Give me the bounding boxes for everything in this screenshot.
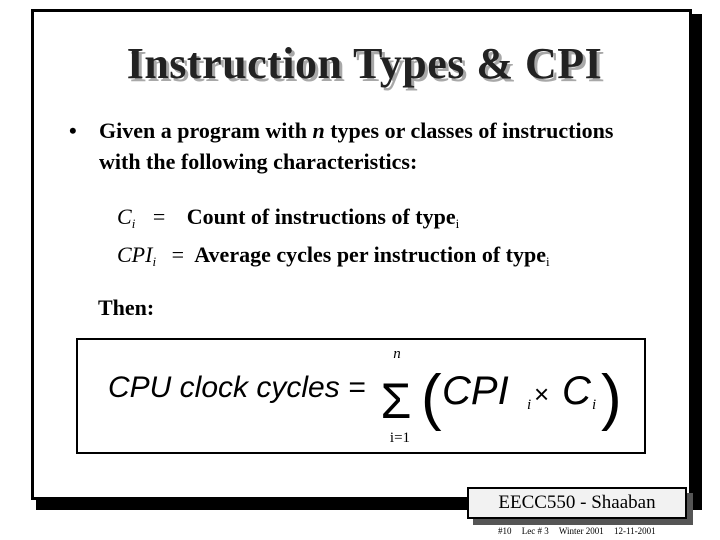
slide-title: Instruction Types & CPI <box>126 39 603 88</box>
formula-svg <box>78 340 648 456</box>
title-wrap <box>34 39 695 88</box>
definition-ci <box>117 204 459 232</box>
footnote-date: 12-11-2001 <box>613 526 656 536</box>
def-cpii-text: Average cycles per instruction of type <box>194 242 547 267</box>
def-ci-symbol: C <box>117 204 132 229</box>
bullet-marker: • <box>69 118 77 143</box>
bullet-text <box>99 115 659 177</box>
formula-sigma: Σ <box>380 373 412 429</box>
formula-c: C <box>562 369 591 413</box>
footer-label: EECC550 - Shaaban <box>498 492 656 513</box>
def-ci-subscript: i <box>131 216 136 231</box>
then-label: Then: <box>98 295 155 320</box>
formula-times: × <box>534 379 550 409</box>
definition-cpii <box>117 242 550 270</box>
formula-lhs: CPU clock cycles = <box>108 371 366 404</box>
def-cpii-equals: = <box>171 242 184 267</box>
footnote-term: Winter 2001 <box>558 526 604 536</box>
footnote <box>498 526 664 536</box>
def-cpii-text-subscript: i <box>546 254 550 269</box>
bullet-text-pre: Given a program with <box>99 118 313 143</box>
formula-cpi: CPI <box>442 369 509 413</box>
def-cpii-subscript: i <box>152 254 157 269</box>
bullet-variable-n: n <box>312 118 325 143</box>
footnote-lecture: Lec # 3 <box>521 526 549 536</box>
def-ci-equals: = <box>152 204 166 229</box>
def-ci-text: Count of instructions of type <box>186 204 456 229</box>
formula-open-paren: ( <box>421 363 442 432</box>
formula-box <box>76 338 646 454</box>
def-ci-text-subscript: i <box>455 216 460 231</box>
formula-lower-limit: i=1 <box>389 430 411 446</box>
formula-close-paren: ) <box>601 363 622 432</box>
footnote-slide-number: #10 <box>498 526 512 536</box>
bullet-text-post: types or classes of instructions with the following characteristics: <box>99 118 614 174</box>
formula-c-subscript: i <box>592 397 597 413</box>
formula-cpi-subscript: i <box>527 397 532 413</box>
def-cpii-symbol: CPI <box>117 242 153 267</box>
formula-upper-limit: n <box>393 346 401 362</box>
footer-badge <box>467 487 687 519</box>
